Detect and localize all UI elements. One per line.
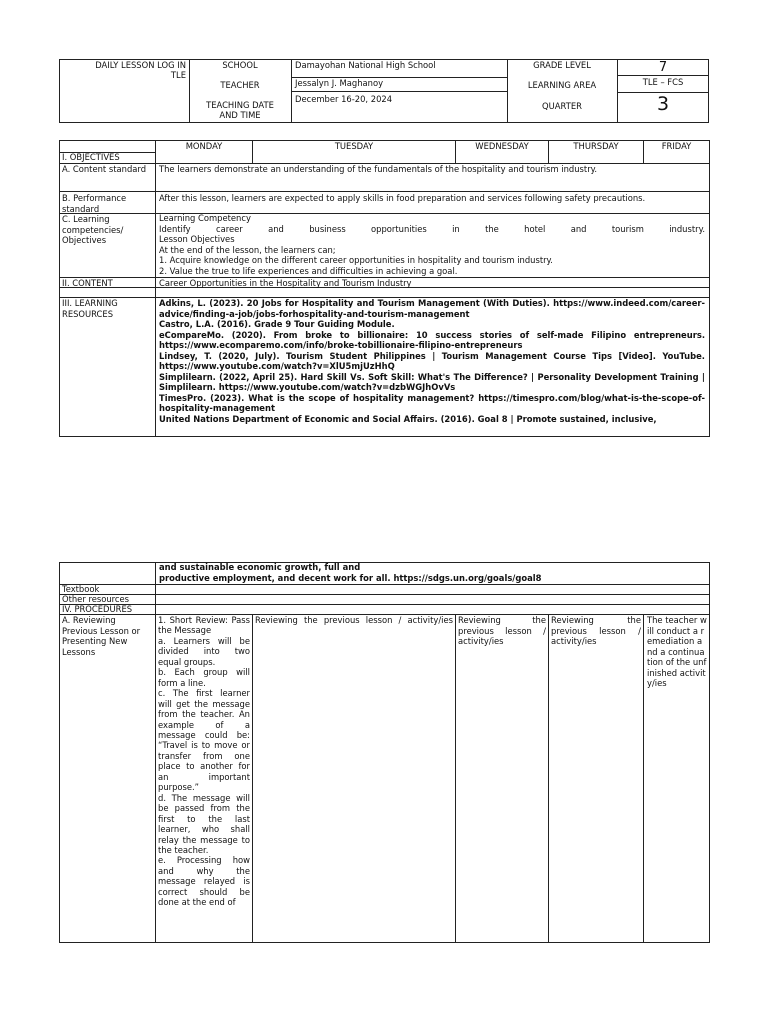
resources-continued [157,562,707,583]
resource-item: Simplilearn. (2022, April 25). Hard Skill Vs. Soft Skill: What's The Difference? | Personality Development Training | Simplilearn. https://www.youtube.com/watch?v=dzbWGJhOvVs [159,371,705,392]
day-header-thursday: THURSDAY [573,141,619,151]
date-label: TEACHING DATE AND TIME [206,100,274,120]
school-label: SCHOOL [222,60,258,70]
resource-item: TimesPro. (2023). What is the scope of hospitality management? https://timespro.com/blog/what-is-the-scope-of-hospitality-management [159,392,705,413]
school-value: Damayohan National High School [295,60,436,70]
quarter-label: QUARTER [542,101,582,111]
table-divider [155,140,156,437]
content-topic: Career Opportunities in the Hospitality and Tourism Industry [159,278,412,288]
wednesday-review: Reviewing the previous lesson / activity/ies [458,615,546,646]
date-value: December 16-20, 2024 [295,94,393,104]
resource-item: Adkins, L. (2023). 20 Jobs for Hospitality and Tourism Management (With Duties). https://www.indeed.com/career-advice/finding-a-job/jobs-forhospitality-and-tourism-management [159,298,705,319]
performance-standard: After this lesson, learners are expected to apply skills in food preparation and services following safety precautions. [159,193,646,203]
thursday-review: Reviewing the previous lesson / activity/ies [551,615,641,646]
day-header-tuesday: TUESDAY [334,141,374,151]
textbook-label: Textbook [62,584,100,594]
table-divider [59,604,710,605]
resources-label: III. LEARNING RESOURCES [62,298,118,319]
monday-review: 1. Short Review: Pass the Message a. Learners will be divided into two equal groups. b. Each group will form a line. c. The first learner will get the message from the teacher. An example of a message could be: “Travel is to move or transfer from one place to another for an important purpose.” d. The message will be passed from the first to the last learner, who shall relay the message to the teacher. e. Processing how and why the message relayed is correct should be done at the end of [158,615,250,908]
competencies-block [157,213,707,277]
area-label: LEARNING AREA [527,80,597,90]
teacher-value: Jessalyn J. Maghanoy [295,78,384,88]
log-title: DAILY LESSON LOG IN TLE [95,60,186,80]
table-divider [59,191,710,192]
quarter-value: 3 [656,93,670,115]
table-divider [59,594,710,595]
content-standard: The learners demonstrate an understanding of the fundamentals of the hospitality and tourism industry. [159,164,598,174]
tuesday-review: Reviewing the previous lesson / activity/ies [255,615,453,625]
day-header-wednesday: WEDNESDAY [475,141,529,151]
resource-item: United Nations Department of Economic and Social Affairs. (2016). Goal 8 | Promote sustained, inclusive, [159,413,657,424]
resource-item: productive employment, and decent work for all. https://sdgs.un.org/goals/goal8 [159,572,542,583]
table-divider [455,614,456,943]
other-resources-label: Other resources [62,594,130,604]
header-divider [291,91,507,92]
grade-value: 7 [658,60,668,75]
resource-item: Lindsey, T. (2020, July). Tourism Student Philippines | Tourism Management Course Tips [Video]. YouTube. https://www.youtube.com/watch?v=XlU5mjUzHhQ [159,350,705,371]
competency-line: Lesson Objectives [159,234,235,244]
content-standard-label: A. Content standard [62,164,147,174]
performance-standard-label: B. Performance standard [62,193,127,213]
competency-line: At the end of the lesson, the learners can; [159,244,336,255]
resource-item: eCompareMo. (2020). From broke to billionaire: 10 success stories of self-made Filipino entrepreneurs. https://www.ecomparemo.com/info/broke-tobillionaire-filipino-entrepreneurs [159,329,705,350]
review-label: A. Reviewing Previous Lesson or Presenting New Lessons [62,615,141,657]
content-label: II. CONTENT [62,278,113,288]
area-value: TLE – FCS [642,77,684,87]
competency-line: 1. Acquire knowledge on the different career opportunities in hospitality and tourism industry. [159,255,553,265]
table-divider [548,614,549,943]
objectives-label: I. OBJECTIVES [62,152,120,162]
resource-item: and sustainable economic growth, full and [159,562,361,572]
day-header-monday: MONDAY [185,141,223,151]
table-divider [643,614,644,943]
grade-label: GRADE LEVEL [533,60,591,70]
teacher-label: TEACHER [220,80,260,90]
competency-line: 2. Value the true to life experiences and difficulties in achieving a goal. [159,265,458,276]
resources-list [157,298,707,436]
resource-item: Castro, L.A. (2016). Grade 9 Tour Guiding Module. [159,319,395,329]
competency-line: Learning Competency [159,213,251,223]
day-header-friday: FRIDAY [661,141,692,151]
competency-line: Identify career and business opportunities in the hotel and tourism industry. [159,223,705,234]
friday-review: The teacher will conduct a remediation and a continuation of the unfinished activity/ies [647,615,707,688]
table-divider [252,614,253,943]
competencies-label: C. Learning competencies/ Objectives [62,214,124,245]
procedures-label: IV. PROCEDURES [62,604,133,614]
table-divider [59,584,710,585]
